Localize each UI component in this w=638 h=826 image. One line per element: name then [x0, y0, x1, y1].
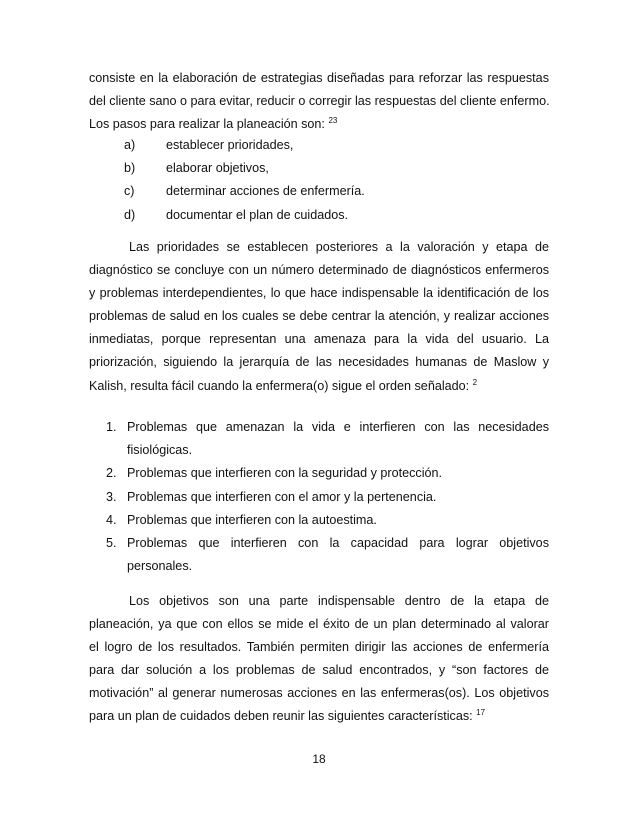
citation-ref: 17 [476, 708, 486, 718]
list-item-text: establecer prioridades, [166, 138, 294, 152]
list-marker: 4. [106, 512, 117, 527]
list-item [89, 462, 549, 485]
planning-steps-list [89, 134, 549, 227]
text-line: problemas de salud en los cuales se debe centrar la atención, y realizar acciones [89, 309, 549, 324]
list-marker: d) [124, 207, 136, 222]
text-line: diagnóstico se concluye con un número determinado de diagnósticos enfermeros [89, 263, 549, 278]
text-line: consiste en la elaboración de estrategias diseñadas para reforzar las respuestas [89, 71, 549, 85]
list-item [89, 509, 549, 532]
text-line: inmediatas, porque representan una amenaza para la vida del usuario. La [89, 332, 549, 347]
list-item [89, 204, 549, 227]
list-item [89, 180, 549, 203]
list-marker: a) [124, 138, 136, 152]
text-line: Los pasos para realizar la planeación son: $^{23}$ [89, 116, 338, 132]
text-line: planeación, ya que con ellos se mide el éxito de un plan determinado al valorar [89, 617, 549, 632]
list-item [89, 416, 549, 462]
text-line: del cliente sano o para evitar, reducir o corregir las respuestas del cliente enfermo. [89, 94, 550, 109]
page-number: 18 [312, 752, 326, 766]
text-line: y problemas interdependientes, lo que hace indispensable la identificación de los [89, 286, 549, 301]
text-line: Las prioridades se establecen posteriores a la valoración y etapa de [129, 240, 549, 254]
problems-list [89, 416, 549, 578]
list-item-text: Problemas que interfieren con el amor y la pertenencia. [127, 489, 437, 504]
list-marker: 1. [106, 420, 117, 434]
text-line: Los objetivos son una parte indispensable dentro de la etapa de [129, 594, 549, 608]
citation-ref: 2 [472, 377, 478, 387]
list-item-text: Problemas que interfieren con la autoestima. [127, 512, 377, 527]
list-item-text: Problemas que amenazan la vida e interfieren con las necesidades fisiológicas. [127, 420, 549, 458]
list-item [89, 134, 549, 157]
list-item-text: Problemas que interfieren con la capacidad para lograr objetivos personales. [127, 536, 549, 574]
list-item-text: determinar acciones de enfermería. [166, 184, 365, 199]
text-line: para un plan de cuidados deben reunir las siguientes características: $^{17}$ [89, 708, 486, 724]
text-line: el logro de los resultados. También permiten dirigir las acciones de enfermería [89, 640, 549, 655]
list-item-text: elaborar objetivos, [166, 161, 269, 176]
list-item-text: documentar el plan de cuidados. [166, 207, 349, 222]
priorities-paragraph [89, 236, 549, 398]
list-item [89, 486, 549, 509]
text-line: para dar solución a los problemas de salud encontrados, y “son factores de [89, 663, 549, 678]
list-item [89, 157, 549, 180]
list-item [89, 532, 549, 578]
list-marker: 3. [106, 489, 117, 504]
objectives-paragraph [89, 590, 549, 729]
text-line: Kalish, resulta fácil cuando la enfermera(o) sigue el orden señalado: $^2$ [89, 377, 478, 393]
text-line: priorización, siguiendo la jerarquía de las necesidades humanas de Maslow y [89, 355, 549, 370]
list-marker: 5. [106, 536, 117, 551]
list-marker: c) [124, 184, 135, 199]
text-line: motivación” al generar numerosas acciones en las enfermeras(os). Los objetivos [89, 686, 549, 701]
list-marker: b) [124, 161, 136, 176]
list-marker: 2. [106, 466, 117, 481]
list-item-text: Problemas que interfieren con la seguridad y protección. [127, 466, 443, 481]
intro-paragraph [89, 67, 549, 136]
citation-ref: 23 [328, 116, 338, 125]
